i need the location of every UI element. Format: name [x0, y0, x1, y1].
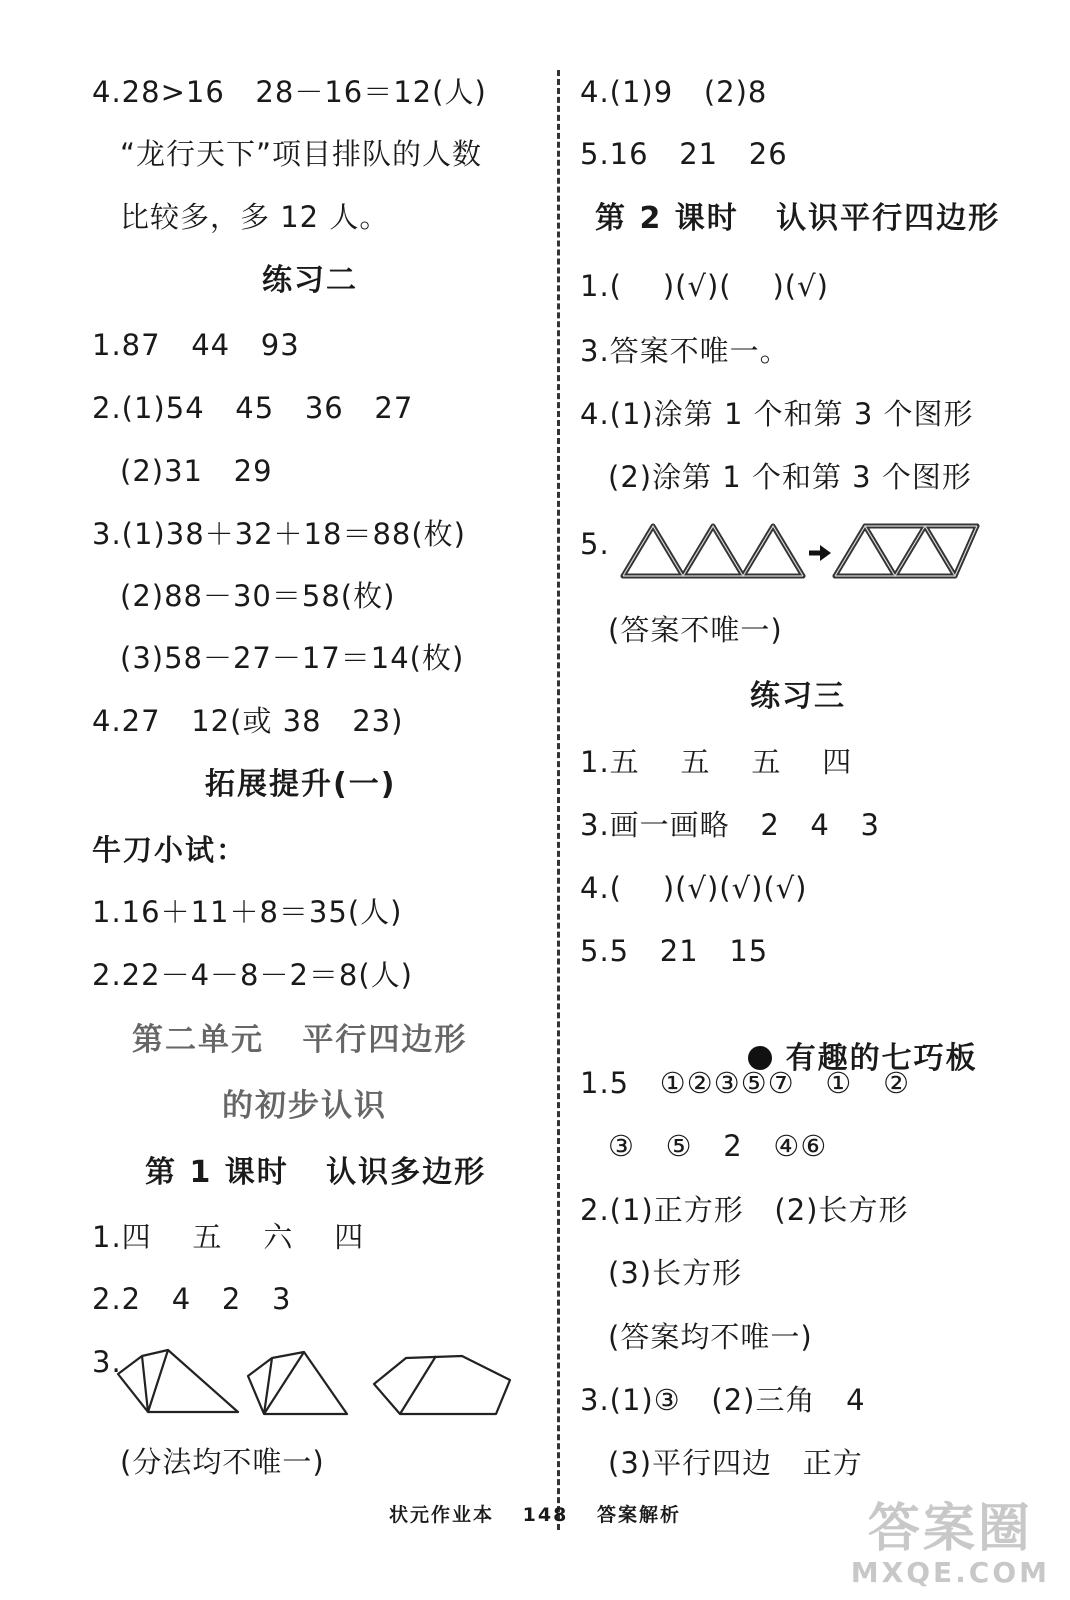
answer-line: (3)58－27－17＝14(枚) — [120, 641, 465, 675]
polygon-division-figure — [112, 1340, 522, 1425]
answer-line: 1.五 五 五 四 — [580, 745, 853, 779]
answer-line: 5.16 21 26 — [580, 137, 788, 171]
answer-line: 3. — [92, 1345, 122, 1379]
section-heading-text: 有趣的七巧板 — [785, 1041, 978, 1076]
answer-line: 2.22－4－8－2＝8(人) — [92, 958, 414, 992]
answer-note: (答案不唯一) — [608, 613, 783, 647]
answer-line: ③ ⑤ 2 ④⑥ — [608, 1129, 828, 1163]
answer-line: (2)31 29 — [120, 454, 273, 488]
polygon-shape-2 — [248, 1352, 347, 1414]
answer-line: (3)平行四边 正方 — [608, 1446, 863, 1480]
watermark-logo — [851, 1500, 1050, 1588]
page-number: 148 — [522, 1504, 569, 1526]
right-column — [565, 0, 1070, 1540]
column-divider — [557, 70, 560, 1530]
arrow-right-icon — [809, 545, 831, 561]
answer-line: 1.16＋11＋8＝35(人) — [92, 895, 403, 929]
answer-line: 1.( )(√)( )(√) — [580, 269, 829, 303]
watermark-url: MXQE.COM — [850, 1556, 1050, 1589]
answer-line: 2.(1)54 45 36 27 — [92, 391, 414, 425]
answer-line: 3.答案不唯一。 — [580, 334, 790, 368]
section-heading — [673, 996, 978, 1122]
answer-line: 4.28>16 28－16＝12(人) — [92, 75, 487, 109]
answer-line: 1.四 五 六 四 — [92, 1220, 365, 1254]
triangles-after — [835, 526, 977, 576]
triangles-before — [623, 526, 803, 576]
left-column — [0, 0, 555, 1540]
answer-line: 1.87 44 93 — [92, 328, 300, 362]
answer-note: (答案均不唯一) — [608, 1320, 813, 1354]
answer-line: 4.( )(√)(√)(√) — [580, 871, 808, 905]
answer-line: 4.(1)涂第 1 个和第 3 个图形 — [580, 397, 974, 431]
unit-title: 第二单元 平行四边形 — [132, 1022, 468, 1058]
answer-line: 1.5 ①②③⑤⑦ ① ② — [580, 1066, 911, 1100]
triangle-sticks-figure — [617, 520, 987, 584]
answer-line: 3.(1)38＋32＋18＝88(枚) — [92, 517, 466, 551]
answer-line: 3.画一画略 2 4 3 — [580, 808, 880, 842]
lesson-heading: 第 1 课时 认识多边形 — [145, 1155, 487, 1190]
answer-line: “龙行天下”项目排队的人数 — [120, 137, 483, 171]
answer-line: 4.(1)9 (2)8 — [580, 75, 768, 109]
answer-line: (3)长方形 — [608, 1256, 743, 1290]
polygon-shape-3 — [374, 1356, 510, 1414]
answer-line: 4.27 12(或 38 23) — [92, 704, 404, 738]
subsection-label: 牛刀小试： — [92, 833, 248, 867]
section-heading: 练习三 — [750, 679, 846, 714]
footer-book-title: 状元作业本 — [389, 1504, 495, 1526]
answer-line: 3.(1)③ (2)三角 4 — [580, 1383, 866, 1417]
answer-line: (2)涂第 1 个和第 3 个图形 — [608, 460, 972, 494]
answer-line: 5. — [580, 527, 610, 561]
answer-line: 5.5 21 15 — [580, 934, 769, 968]
footer-section: 答案解析 — [596, 1504, 681, 1526]
answer-line: 2.2 4 2 3 — [92, 1282, 292, 1316]
section-heading: 练习二 — [262, 263, 358, 298]
answer-line: (2)88－30＝58(枚) — [120, 579, 396, 613]
polygon-shape-1 — [118, 1350, 238, 1412]
answer-line: 比较多，多 12 人。 — [120, 200, 390, 234]
unit-title: 的初步认识 — [222, 1088, 387, 1124]
lesson-heading: 第 2 课时 认识平行四边形 — [595, 201, 1001, 236]
answer-line: 2.(1)正方形 (2)长方形 — [580, 1193, 909, 1227]
watermark-text: 答案圈 — [867, 1499, 1033, 1559]
section-heading: 拓展提升(一) — [205, 767, 397, 802]
answer-note: (分法均不唯一) — [120, 1445, 325, 1479]
